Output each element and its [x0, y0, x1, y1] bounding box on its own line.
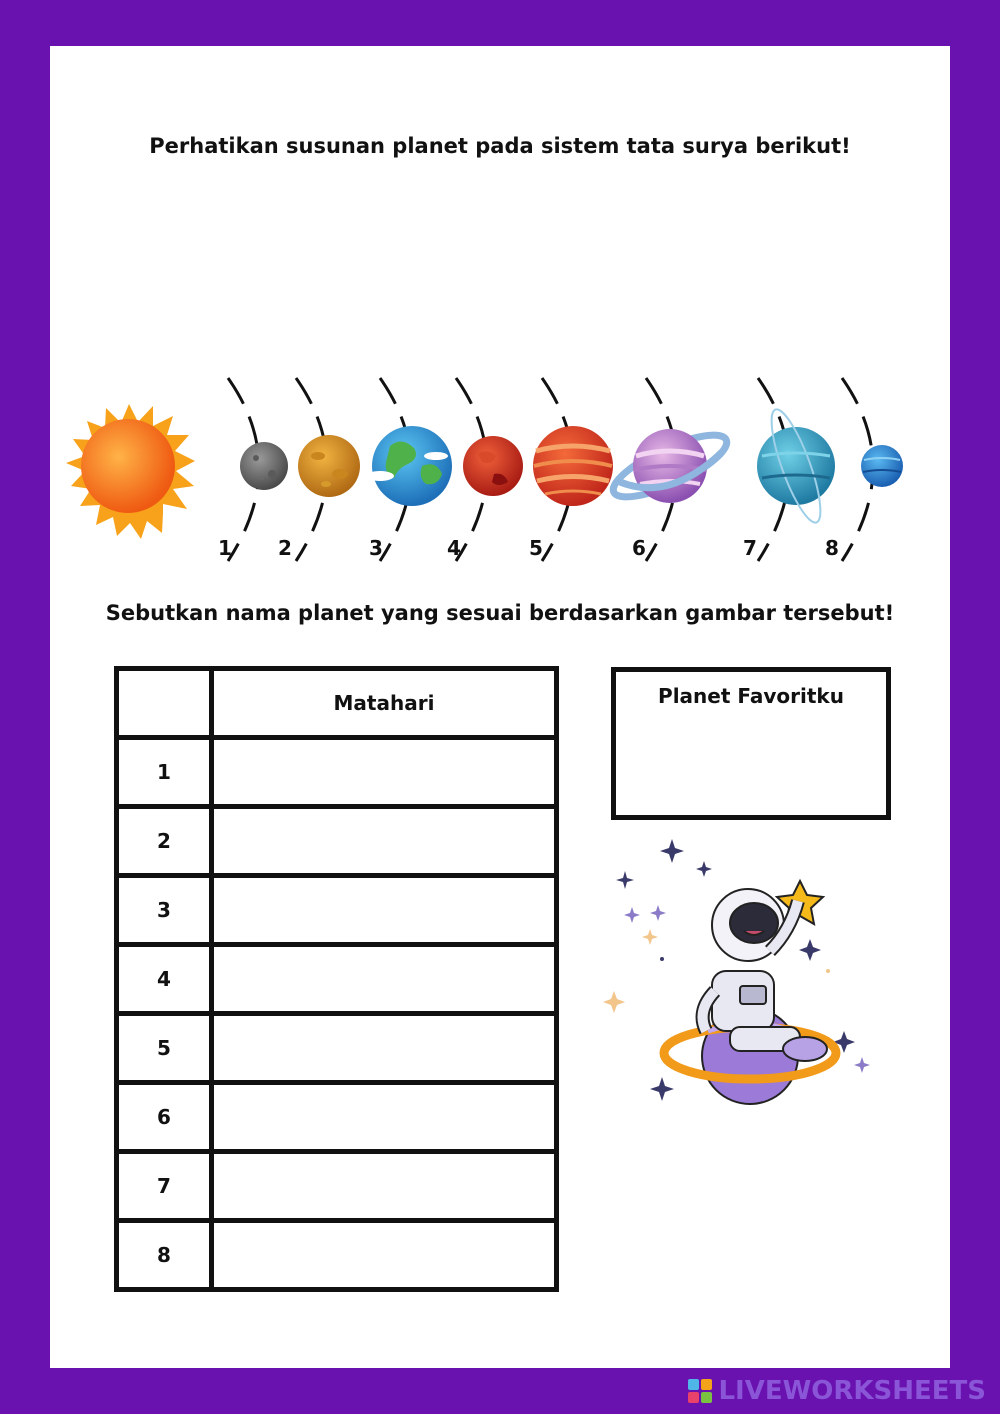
row-number: 8	[117, 1221, 212, 1290]
jupiter-icon	[533, 426, 613, 506]
answer-field-1[interactable]	[212, 738, 557, 807]
venus-icon	[298, 435, 360, 497]
row-number: 4	[117, 945, 212, 1014]
row-number: 7	[117, 1152, 212, 1221]
table-row	[117, 1221, 557, 1290]
answer-field-7[interactable]	[212, 1152, 557, 1221]
astronaut-illustration	[600, 831, 890, 1111]
table-row	[117, 876, 557, 945]
table-row	[117, 1014, 557, 1083]
sun-icon	[66, 404, 195, 539]
answer-table	[114, 666, 559, 1292]
answer-field-8[interactable]	[212, 1221, 557, 1290]
header-sun-cell: Matahari	[212, 669, 557, 738]
instruction-bottom: Sebutkan nama planet yang sesuai berdasarkan gambar tersebut!	[105, 601, 895, 625]
answer-field-5[interactable]	[212, 1014, 557, 1083]
table-row	[117, 1083, 557, 1152]
table-row	[117, 738, 557, 807]
row-number: 6	[117, 1083, 212, 1152]
favorite-planet-title: Planet Favoritku	[658, 684, 844, 708]
earth-icon	[366, 426, 452, 506]
orbit-number-7: 7	[743, 536, 757, 560]
table-row	[117, 1152, 557, 1221]
favorite-planet-box[interactable]	[611, 667, 891, 820]
instruction-top: Perhatikan susunan planet pada sistem tata surya berikut!	[149, 134, 851, 158]
orbit-number-2: 2	[278, 536, 292, 560]
orbit-number-4: 4	[447, 536, 461, 560]
table-row	[117, 945, 557, 1014]
brand-name: LIVEWORKSHEETS	[718, 1376, 986, 1406]
orbit-number-3: 3	[369, 536, 383, 560]
worksheet-page	[50, 46, 950, 1368]
orbit-number-1: 1	[218, 536, 232, 560]
row-number: 3	[117, 876, 212, 945]
table-row	[117, 807, 557, 876]
table-header-row	[117, 669, 557, 738]
liveworksheets-branding	[688, 1374, 986, 1408]
orbit-number-8: 8	[825, 536, 839, 560]
answer-field-6[interactable]	[212, 1083, 557, 1152]
orbit-number-5: 5	[529, 536, 543, 560]
answer-field-3[interactable]	[212, 876, 557, 945]
neptune-icon	[861, 445, 903, 487]
uranus-icon	[757, 405, 835, 527]
solar-system-illustration	[50, 306, 950, 566]
row-number: 2	[117, 807, 212, 876]
row-number: 1	[117, 738, 212, 807]
orbit-number-6: 6	[632, 536, 646, 560]
header-number-cell	[117, 669, 212, 738]
liveworksheets-logo-icon	[688, 1379, 712, 1403]
saturn-icon	[606, 423, 734, 508]
row-number: 5	[117, 1014, 212, 1083]
mars-icon	[463, 436, 523, 496]
answer-field-2[interactable]	[212, 807, 557, 876]
mercury-icon	[240, 442, 288, 490]
answer-field-4[interactable]	[212, 945, 557, 1014]
